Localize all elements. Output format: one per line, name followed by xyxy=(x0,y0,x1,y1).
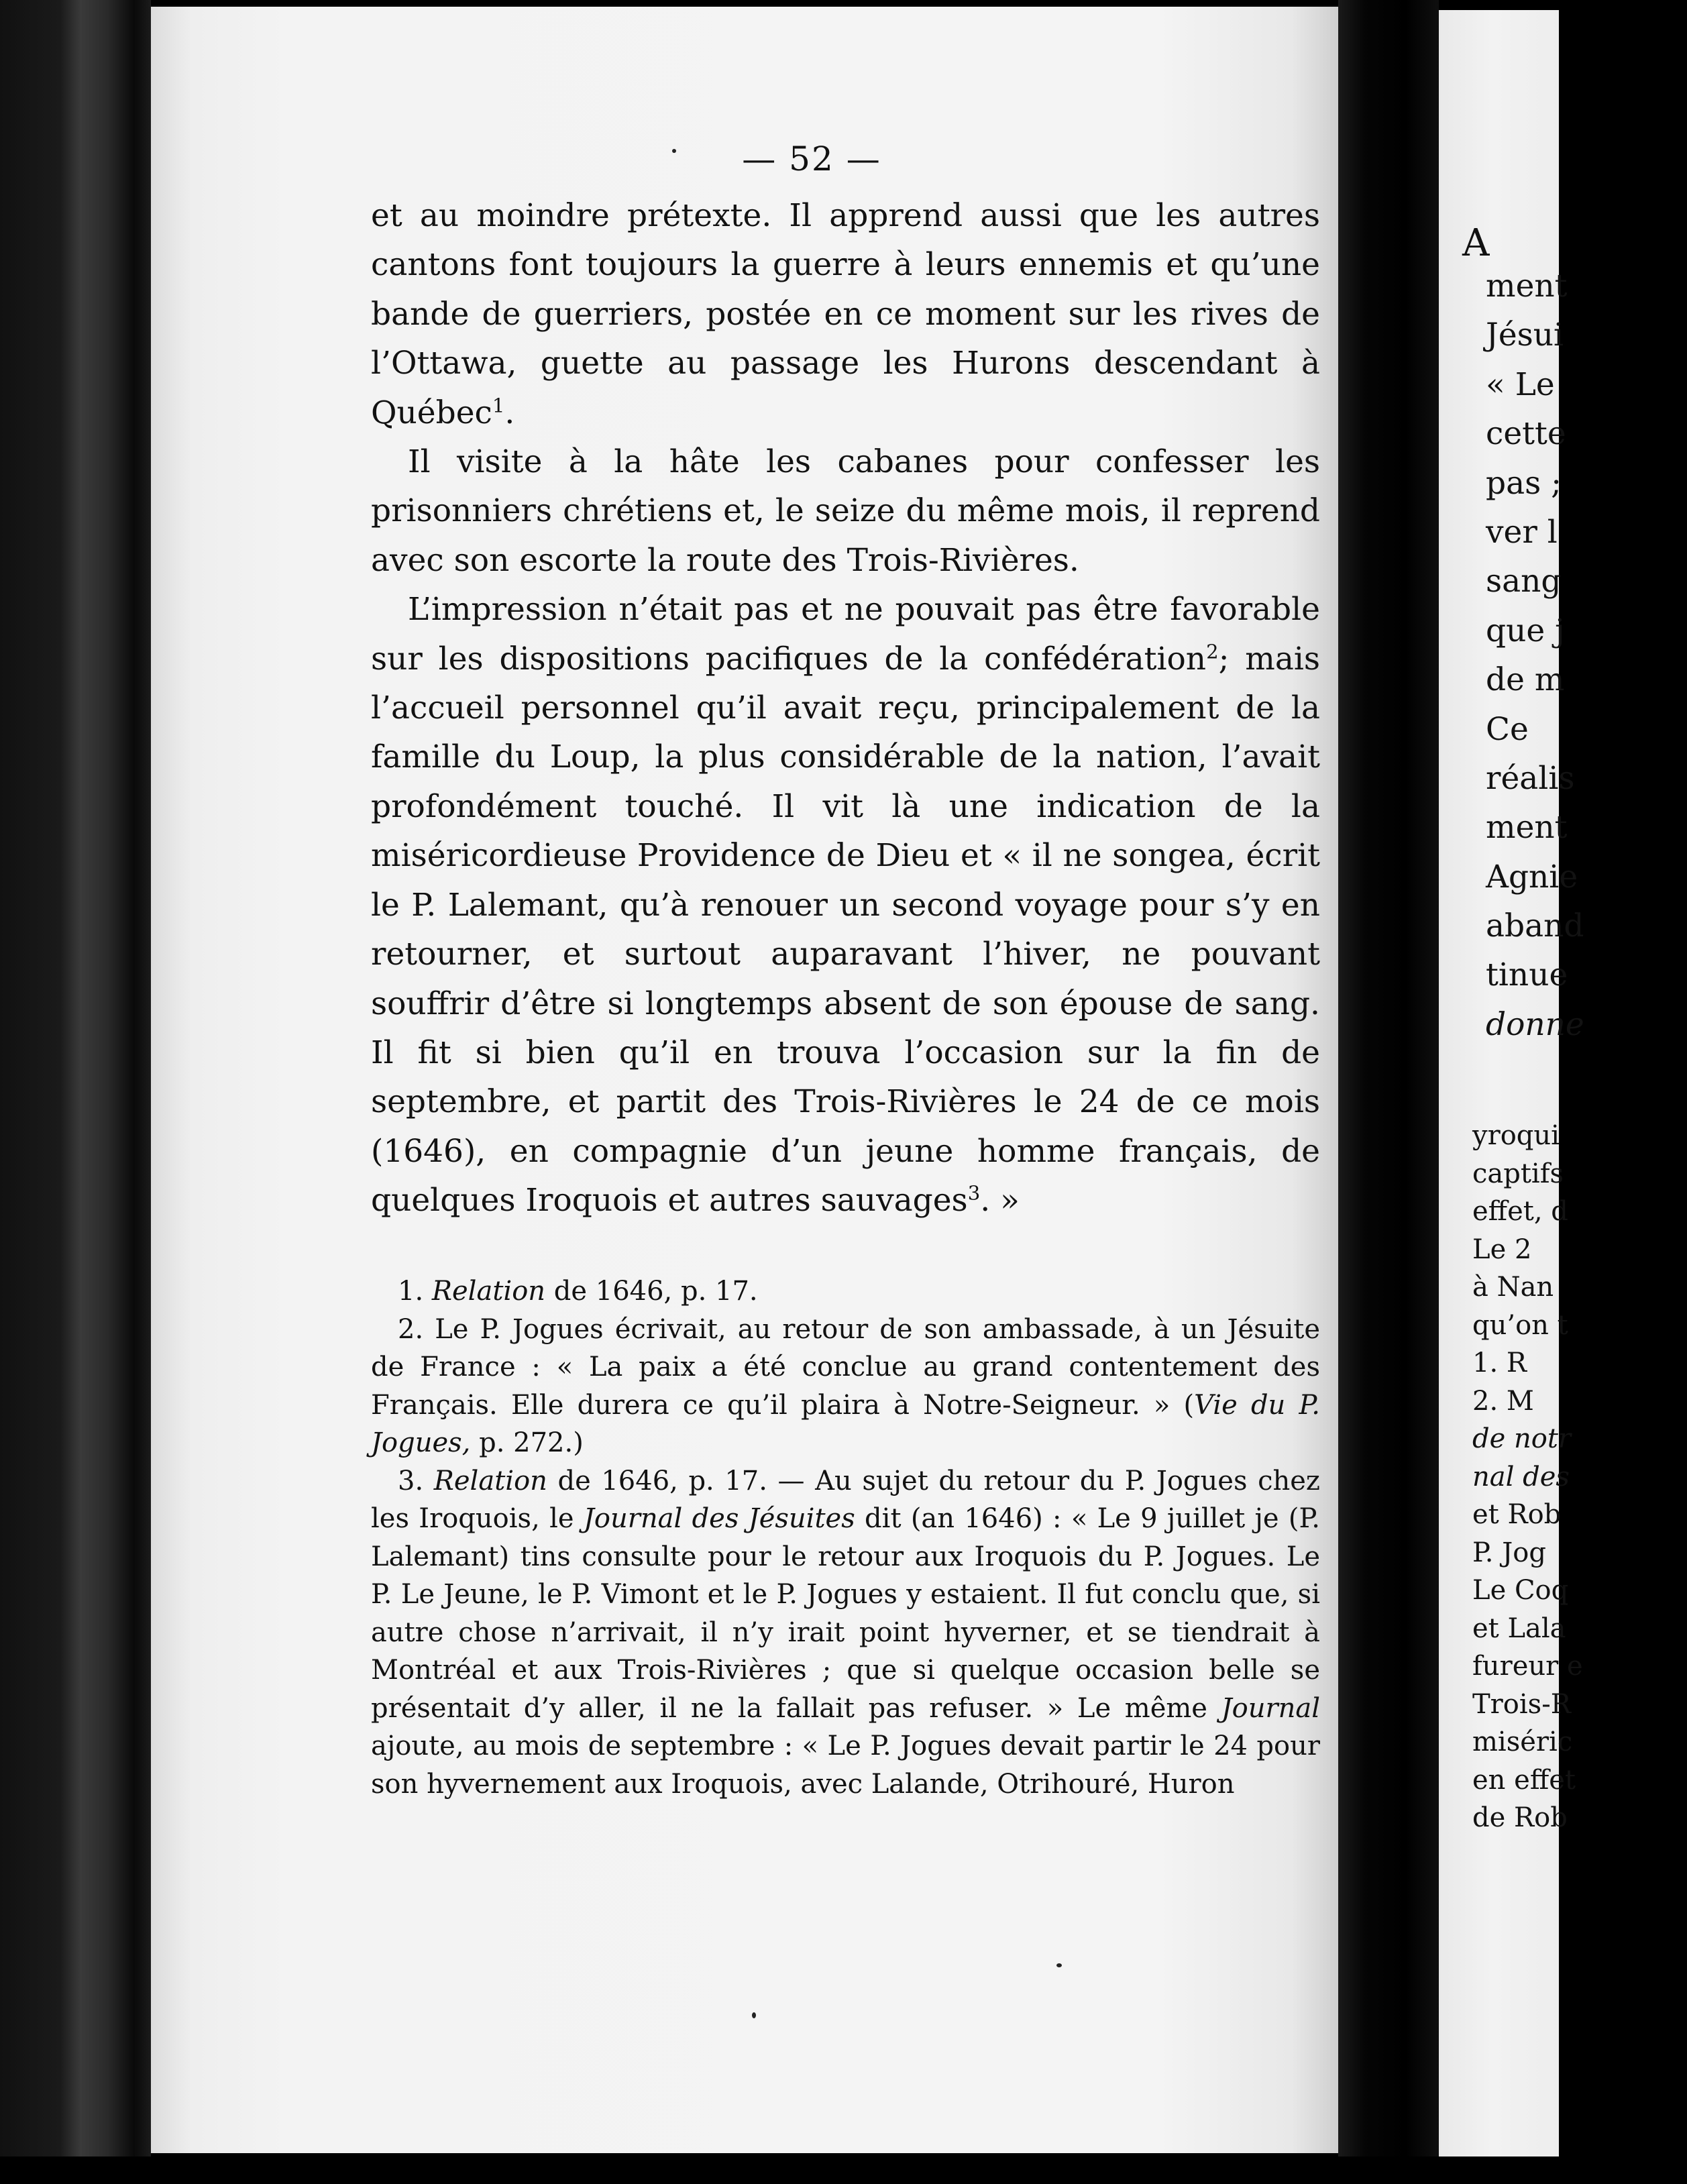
next-page-note-line: qu’on t xyxy=(1472,1309,1568,1341)
paragraph-2: Il visite à la hâte les cabanes pour confesser les prisonniers chrétiens et, le seize du même mois, il reprend avec son escorte la route des Trois-Rivières. xyxy=(371,443,1320,579)
footnote-1-rest: de 1646, p. 17. xyxy=(545,1276,758,1307)
next-page-note-line: fureur e xyxy=(1472,1651,1583,1682)
left-binding-edge xyxy=(0,0,151,2184)
footnote-3-text-2: dit (an 1646) : « Le 9 juillet je (P. Lalemant) tins consulte pour le retour aux Iroquois du P. Jogues. Le P. Le Jeune, le P. Vimont et le P. Jogues y estaient. Il fut conclu que, si autre chose n’arrivait, il n’y irait point hyverner, et se tiendrait à Montréal et aux Trois-Rivières ; que si quelque occasion belle se présentait d’y aller, il ne la fallait pas refuser. » Le même xyxy=(371,1503,1320,1724)
next-page-note-line: nal des xyxy=(1472,1461,1570,1492)
next-page-line: réalis xyxy=(1486,759,1575,797)
footnote-3-journal-title-2: Journal xyxy=(1221,1692,1320,1724)
footnote-1-number: 1. xyxy=(398,1276,424,1307)
footnote-3-number: 3. xyxy=(398,1465,424,1496)
next-page-note-line: de notr xyxy=(1472,1423,1572,1454)
note-ref-3: 3 xyxy=(967,1181,981,1205)
note-ref-2: 2 xyxy=(1206,640,1219,663)
next-page-line: cette xyxy=(1486,415,1566,453)
footnote-3-journal-title: Journal des Jésuites xyxy=(583,1503,855,1534)
next-page-line: « Le xyxy=(1486,366,1555,403)
next-page-note-line: Le Coq xyxy=(1472,1575,1569,1606)
next-page-footnote-fragments xyxy=(1472,1117,1674,1837)
paragraph-1: et au moindre prétexte. Il apprend aussi que les autres cantons font toujours la guerre à leurs ennemis et qu’une bande de guerriers, postée en ce moment sur les rives de l’Ottawa, guette au passage les Hurons descendant à Québec$^1$. xyxy=(371,197,1320,431)
next-page-line: Jésui xyxy=(1486,317,1564,354)
footnote-2-number: 2. xyxy=(398,1313,424,1345)
next-page-note-line: captifs xyxy=(1472,1158,1564,1189)
next-page-note-line: à Nan xyxy=(1472,1272,1554,1303)
next-page-note-line: P. Jog xyxy=(1472,1537,1546,1568)
next-page-note-line: Trois-R xyxy=(1472,1688,1571,1720)
note-ref-1: 1 xyxy=(492,393,505,417)
page-number: — 52 — xyxy=(742,140,881,178)
next-page-line: que j xyxy=(1486,612,1565,649)
paper-speck xyxy=(752,2012,756,2018)
footnote-3-text-3: ajoute, au mois de septembre : « Le P. Jogues devait partir le 24 pour son hyvernement aux Iroquois, avec Lalande, Otrihouré, Huron xyxy=(371,1731,1320,1800)
next-page-line: ver l xyxy=(1486,513,1558,551)
footnote-2-text: Le P. Jogues écrivait, au retour de son ambassade, à un Jésuite de France : « La paix a été conclue au grand contentement des Français. Elle durera ce qu’il plaira à Notre-Seigneur. » ( xyxy=(371,1313,1320,1421)
next-page-note-line: et Lala xyxy=(1472,1613,1566,1644)
next-page-line: donne xyxy=(1486,1005,1584,1043)
footnote-1 xyxy=(371,1272,1320,1311)
next-page-note-line: effet, d xyxy=(1472,1196,1568,1227)
paragraph-3-close-quote: » xyxy=(1000,1182,1020,1219)
next-page-note-line: en effet xyxy=(1472,1764,1576,1796)
footnote-3-title: Relation xyxy=(433,1465,547,1496)
next-page-note-line: 2. M xyxy=(1472,1385,1534,1417)
paragraph-1-text: et au moindre prétexte. Il apprend aussi que les autres cantons font toujours la guerre à leurs ennemis et qu’une bande de guerriers, postée en ce moment sur les rives de l’Ottawa, guette au passage les Hurons descendant à Québec xyxy=(371,197,1320,431)
next-page-note-line: et Rob xyxy=(1472,1499,1562,1530)
next-page-line: sang xyxy=(1486,563,1562,600)
footnote-3-text: de 1646, p. 17. — Au sujet du retour du P. Jogues chez les Iroquois, le xyxy=(371,1465,1320,1534)
next-page-note-line: yroqui xyxy=(1472,1120,1560,1151)
next-page-line: ment xyxy=(1486,268,1568,305)
next-page-note-line: miséric xyxy=(1472,1727,1573,1757)
paper-speck xyxy=(1056,1963,1062,1967)
next-page-line: ment xyxy=(1486,809,1568,847)
next-page-note-line: Le 2 xyxy=(1472,1234,1532,1265)
paragraph-3: L’impression n’était pas et ne pouvait pas être favorable sur les dispositions pacifiques de la confédération$^2$; mais l’accueil personnel qu’il avait reçu, principalement de la famille du Loup, la plus considérable de la nation, l’avait profondément touché. Il vit là une indication de la miséricordieuse Providence de Dieu et « il ne songea, écrit le P. Lalemant, qu’à renouer un second voyage pour s’y en retourner, et surtout auparavant l’hiver, ne pouvant souffrir d’être si longtemps absent de son épouse de sang. Il fit si bien qu’il en trouva l’occasion sur la fin de septembre, et partit des Trois-Rivières le 24 de ce mois (1646), en compagnie d’un jeune homme français, de quelques Iroquois et autres sauvages$^3$. » xyxy=(371,591,1320,1219)
next-page-body-fragments xyxy=(1486,262,1687,1049)
scan-bottom-edge xyxy=(0,2156,1559,2184)
next-page-line: Agnie xyxy=(1486,858,1578,895)
next-page-heading-fragment: A xyxy=(1462,221,1490,265)
footnote-2-title: Vie du P. Jogues, xyxy=(371,1389,1320,1458)
main-text xyxy=(371,191,1320,1225)
footnote-1-title: Relation xyxy=(431,1276,546,1307)
footnote-2 xyxy=(371,1311,1320,1462)
book-gutter xyxy=(1338,0,1439,2184)
next-page-line: tinue xyxy=(1486,957,1568,994)
paragraph-3-text-a: L’impression n’était pas et ne pouvait pas être favorable sur les dispositions pacifiques de la confédération xyxy=(371,591,1320,677)
footnotes xyxy=(371,1272,1320,1803)
next-page-line: de m xyxy=(1486,661,1565,699)
footnote-2-rest: p. 272.) xyxy=(470,1427,584,1458)
next-page-line: Ce xyxy=(1486,710,1529,748)
footnote-3 xyxy=(371,1462,1320,1804)
paragraph-3-text-b: ; mais l’accueil personnel qu’il avait reçu, principalement de la famille du Loup, la plus considérable de la nation, l’avait profondément touché. Il vit là une indication de la miséricordieuse Providence de Dieu et « il ne songea, écrit le P. Lalemant, qu’à renouer un second voyage pour s’y en retourner, et surtout auparavant l’hiver, ne pouvant souffrir d’être si longtemps absent de son épouse de sang. Il fit si bien qu’il en trouva l’occasion sur la fin de septembre, et partit des Trois-Rivières le 24 de ce mois (1646), en compagnie d’un jeune homme français, de quelques Iroquois et autres sauvages xyxy=(371,640,1320,1219)
next-page-note-line: de Rob xyxy=(1472,1802,1568,1833)
next-page-line: pas ; xyxy=(1486,464,1562,502)
paper-speck xyxy=(672,149,676,153)
next-page-note-line: 1. R xyxy=(1472,1348,1527,1378)
next-page-line: aband xyxy=(1486,908,1584,945)
